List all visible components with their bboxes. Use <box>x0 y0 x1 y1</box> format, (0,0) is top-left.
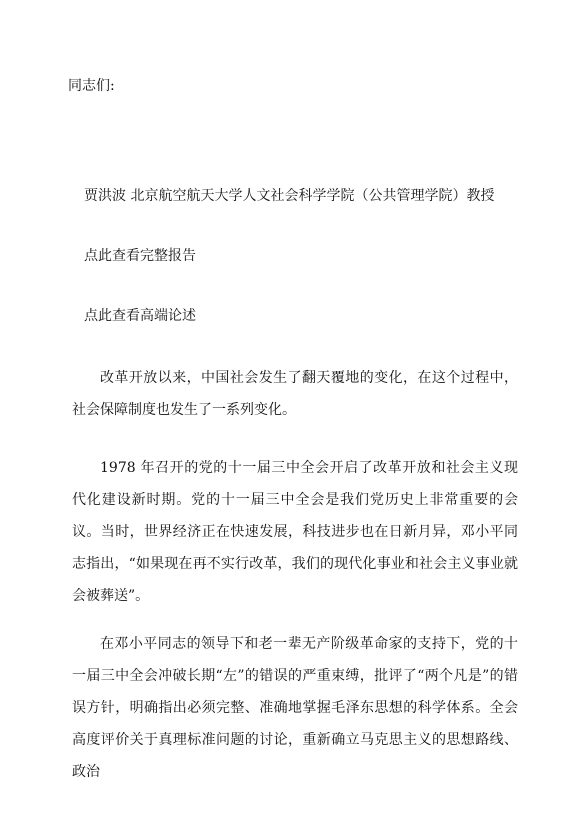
author-byline: 贾洪波 北京航空航天大学人文社会科学学院（公共管理学院）教授 <box>84 188 495 204</box>
high-level-discussion-link[interactable]: 点此查看高端论述 <box>84 308 196 324</box>
paragraph: 1978 年召开的党的十一届三中全会开启了改革开放和社会主义现代化建设新时期。党的十一届三中全会是我们党历史上非常重要的会议。当时，世界经济正在快速发展，科技进步也在日新月异，邓小平同志指出，“如果现在再不实行改革，我们的现代化事业和社会主义事业就会被葬送”。 <box>72 460 518 604</box>
greeting: 同志们: <box>68 78 115 94</box>
paragraph: 改革开放以来，中国社会发生了翻天覆地的变化，在这个过程中，社会保障制度也发生了一系列变化。 <box>72 370 518 418</box>
full-report-link[interactable]: 点此查看完整报告 <box>84 248 196 264</box>
paragraph: 在邓小平同志的领导下和老一辈无产阶级革命家的支持下，党的十一届三中全会冲破长期“左”的错误的严重束缚，批评了“两个凡是”的错误方针，明确指出必须完整、准确地掌握毛泽东思想的科学体系。全会高度评价关于真理标准问题的讨论，重新确立马克思主义的思想路线、政治 <box>72 636 518 780</box>
